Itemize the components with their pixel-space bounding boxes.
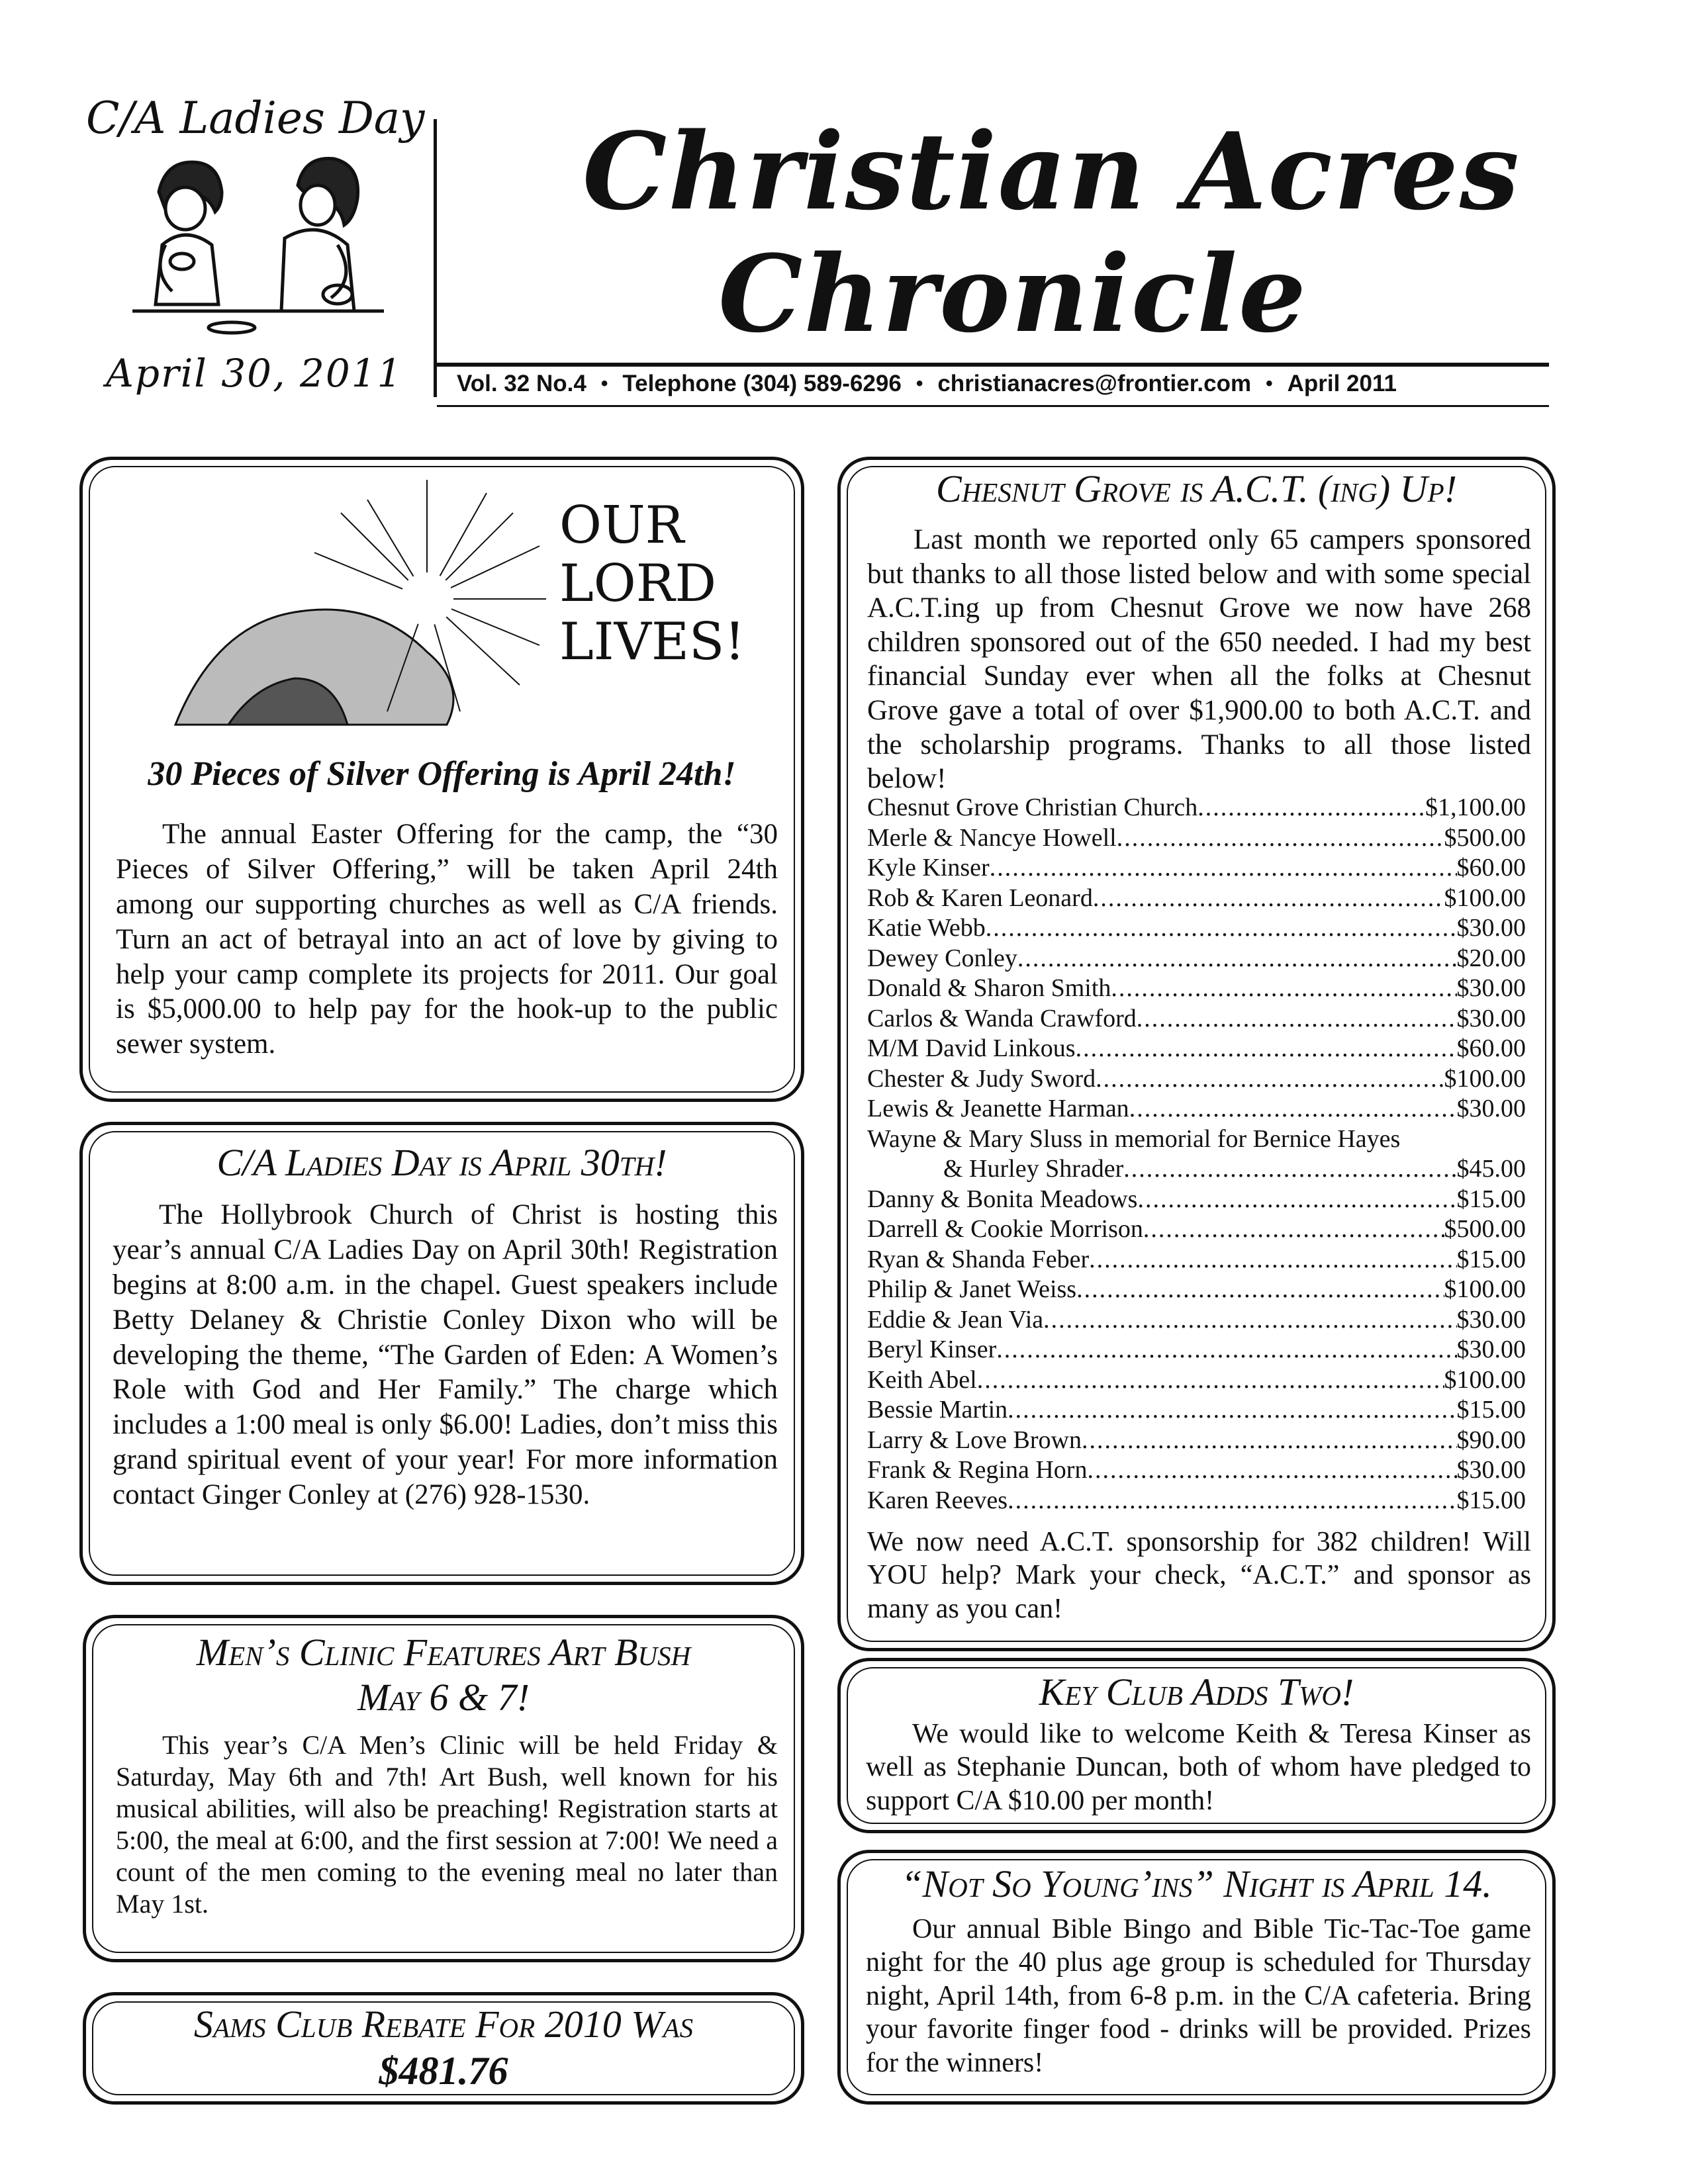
- donor-amount: $60.00: [1456, 854, 1526, 882]
- donor-row: [867, 1034, 1526, 1064]
- donor-name: Dewey Conley: [867, 944, 1017, 972]
- chesnut-grove-intro: Last month we reported only 65 campers sponsored but thanks to all those listed below and with some special A.C.T.ing up from Chesnut Grove we now have 268 children sponsored out of the 650 needed. I had my best financial Sunday ever when all the folks at Chesnut Grove gave a total of over $1,900.00 to both A.C.T. and the scholarship programs. Thanks to all those listed below!: [867, 524, 1531, 795]
- donor-name: Bessie Martin: [867, 1396, 1008, 1424]
- donor-row: [867, 823, 1526, 854]
- donor-amount: $100.00: [1444, 1365, 1526, 1394]
- easter-offering-title: 30 Pieces of Silver Offering is April 24th!: [148, 755, 736, 793]
- donor-name: Ryan & Shanda Feber: [867, 1245, 1090, 1273]
- masthead-title-line2: Chronicle: [718, 232, 1307, 356]
- donor-row: [867, 1185, 1526, 1215]
- donor-amount: $30.00: [1456, 1336, 1526, 1363]
- mens-clinic-title-line2: May 6 & 7!: [357, 1676, 530, 1719]
- sams-club-amount: $481.76: [379, 2049, 508, 2093]
- donor-name: Eddie & Jean Via: [867, 1305, 1044, 1334]
- donor-amount: $30.00: [1456, 914, 1526, 942]
- chesnut-grove-box: [837, 457, 1556, 1651]
- issue-date: April 2011: [1287, 371, 1397, 396]
- donor-name: Chester & Judy Sword: [867, 1064, 1096, 1093]
- memorial-line2: & Hurley Shrader: [943, 1155, 1124, 1183]
- donor-amount: $15.00: [1456, 1185, 1526, 1213]
- donor-amount: $100.00: [1444, 884, 1526, 912]
- ladies-day-date: April 30, 2011: [106, 351, 403, 396]
- donor-row: [867, 1275, 1526, 1305]
- donor-row: [867, 1395, 1526, 1426]
- mens-clinic-box: [83, 1615, 804, 1962]
- donor-amount: $1,100.00: [1425, 794, 1526, 821]
- our-lord-lives-art: [559, 496, 745, 671]
- donor-amount: $15.00: [1456, 1396, 1526, 1424]
- ladies-day-title: C/A Ladies Day is April 30th!: [216, 1141, 667, 1184]
- donor-amount: $30.00: [1456, 1305, 1526, 1334]
- telephone: Telephone (304) 589-6296: [622, 371, 902, 396]
- donor-row: [867, 1094, 1526, 1124]
- donor-amount: $500.00: [1444, 1215, 1526, 1243]
- donor-row: [867, 1365, 1526, 1396]
- donor-name: Frank & Regina Horn: [867, 1456, 1088, 1484]
- youngins-title: “Not So Young’ins” Night is April 14.: [901, 1862, 1492, 1905]
- art-line-lord: LORD: [559, 554, 717, 614]
- donor-name: Beryl Kinser: [867, 1336, 997, 1363]
- donor-row: [867, 1214, 1526, 1245]
- donor-name: Kyle Kinser: [867, 854, 990, 882]
- donor-amount: $45.00: [1456, 1155, 1526, 1183]
- donor-row: [867, 1335, 1526, 1365]
- key-club-body: We would like to welcome Keith & Teresa Kinser as well as Stephanie Duncan, both of whom have pledged to support C/A $10.00 per month!: [866, 1719, 1531, 1816]
- donor-name: M/M David Linkous: [867, 1034, 1076, 1062]
- sams-club-box: [83, 1992, 804, 2105]
- donor-row: [867, 944, 1526, 974]
- donor-amount: $15.00: [1456, 1245, 1526, 1273]
- mens-clinic-title-line1: Men’s Clinic Features Art Bush: [196, 1631, 691, 1674]
- donor-row: [867, 1305, 1526, 1336]
- masthead-title-line1: Christian Acres: [583, 109, 1521, 234]
- mens-clinic-body: This year’s C/A Men’s Clinic will be held Friday & Saturday, May 6th and 7th! Art Bush, well known for his musical abilities, will also be preaching! Registration starts at 5:00, the meal at 6:00, and the first session at 7:00! We need a count of the men coming to the evening meal no later than May 1st.: [116, 1730, 778, 1919]
- ladies-day-body: The Hollybrook Church of Christ is hosting this year’s annual C/A Ladies Day on April 30th! Registration begins at 8:00 a.m. in the chapel. Guest speakers include Betty Delaney & Christie Conley Dixon who will be developing the theme, “The Garden of Eden: A Women’s Role with God and Her Family.” The charge which includes a 1:00 meal is only $6.00! Ladies, don’t miss this grand spiritual event of your year! For more information contact Ginger Conley at (276) 928-1530.: [113, 1199, 778, 1510]
- donor-name: Chesnut Grove Christian Church: [867, 794, 1198, 821]
- donor-amount: $500.00: [1444, 823, 1526, 852]
- donor-row: [867, 793, 1526, 823]
- chesnut-grove-title: Chesnut Grove is A.C.T. (ing) Up!: [936, 467, 1457, 510]
- sams-club-title: Sams Club Rebate For 2010 Was: [193, 2003, 694, 2046]
- donor-amount: $30.00: [1456, 974, 1526, 1002]
- donor-row: [867, 974, 1526, 1004]
- art-line-our: OUR: [559, 496, 684, 555]
- donor-row: [867, 1004, 1526, 1034]
- donor-amount: $30.00: [1456, 1004, 1526, 1032]
- donor-list: [867, 793, 1526, 1516]
- donor-amount: $90.00: [1456, 1426, 1526, 1454]
- donor-row: [867, 884, 1526, 914]
- donor-amount: $100.00: [1444, 1064, 1526, 1093]
- masthead-info-bar: [457, 371, 1542, 397]
- ladies-day-tag: C/A Ladies Day: [86, 93, 425, 144]
- donor-row: [867, 913, 1526, 944]
- donor-name: Donald & Sharon Smith: [867, 974, 1111, 1002]
- donor-name: Carlos & Wanda Crawford: [867, 1004, 1137, 1032]
- separator-dot: •: [600, 373, 608, 394]
- donor-amount: $60.00: [1456, 1034, 1526, 1062]
- donor-name: Keith Abel: [867, 1365, 977, 1394]
- ladies-coffee-illustration: [119, 146, 397, 338]
- header-divider: [434, 119, 437, 397]
- not-so-youngins-box: [837, 1850, 1556, 2105]
- donor-name: Merle & Nancye Howell: [867, 823, 1117, 852]
- email: christianacres@frontier.com: [937, 371, 1252, 396]
- donor-row: [867, 1486, 1526, 1516]
- donor-row: [867, 1064, 1526, 1095]
- donor-name: Darrell & Cookie Morrison: [867, 1215, 1143, 1243]
- donor-row-memorial: [867, 1154, 1526, 1185]
- donor-amount: $100.00: [1444, 1275, 1526, 1303]
- donor-amount: $30.00: [1456, 1456, 1526, 1484]
- donor-name: Larry & Love Brown: [867, 1426, 1082, 1454]
- donor-row: [867, 1455, 1526, 1486]
- donor-name: Lewis & Jeanette Harman: [867, 1095, 1129, 1122]
- masthead-rule-bottom: [437, 405, 1549, 407]
- donor-name: Rob & Karen Leonard: [867, 884, 1093, 912]
- donor-row: [867, 853, 1526, 884]
- volume-number: Vol. 32 No.4: [457, 371, 586, 396]
- donor-row: [867, 1426, 1526, 1456]
- key-club-box: [837, 1658, 1556, 1833]
- donor-name: Danny & Bonita Meadows: [867, 1185, 1138, 1213]
- ladies-day-box: [79, 1122, 804, 1585]
- separator-dot: •: [1266, 373, 1273, 394]
- donor-amount: $15.00: [1456, 1486, 1526, 1514]
- masthead-rule-top: [437, 363, 1549, 367]
- youngins-body: Our annual Bible Bingo and Bible Tic-Tac-Toe game night for the 40 plus age group is scheduled for Thursday night, April 14th, from 6-8 p.m. in the C/A cafeteria. Bring your favorite finger food - drinks will be provided. Prizes for the winners!: [866, 1914, 1531, 2078]
- donor-row: [867, 1245, 1526, 1275]
- memorial-line1: Wayne & Mary Sluss in memorial for Bernice Hayes: [867, 1124, 1401, 1153]
- donor-amount: $30.00: [1456, 1095, 1526, 1122]
- key-club-title: Key Club Adds Two!: [1039, 1670, 1354, 1713]
- donor-name: Karen Reeves: [867, 1486, 1008, 1514]
- donor-amount: $20.00: [1456, 944, 1526, 972]
- donor-name: Katie Webb: [867, 914, 986, 942]
- easter-offering-body: The annual Easter Offering for the camp, the “30 Pieces of Silver Offering,” will be taken April 24th among our supporting churches as well as C/A friends. Turn an act of betrayal into an act of love by giving to help your camp complete its projects for 2011. Our goal is $5,000.00 to help pay for the hook-up to the public sewer system.: [116, 819, 778, 1060]
- art-line-lives: LIVES!: [559, 612, 745, 672]
- separator-dot: •: [915, 373, 923, 394]
- chesnut-grove-closing: We now need A.C.T. sponsorship for 382 children! Will YOU help? Mark your check, “A.C.T.” and sponsor as many as you can!: [867, 1527, 1531, 1624]
- easter-offering-box: [79, 457, 804, 1102]
- donor-name: Philip & Janet Weiss: [867, 1275, 1077, 1303]
